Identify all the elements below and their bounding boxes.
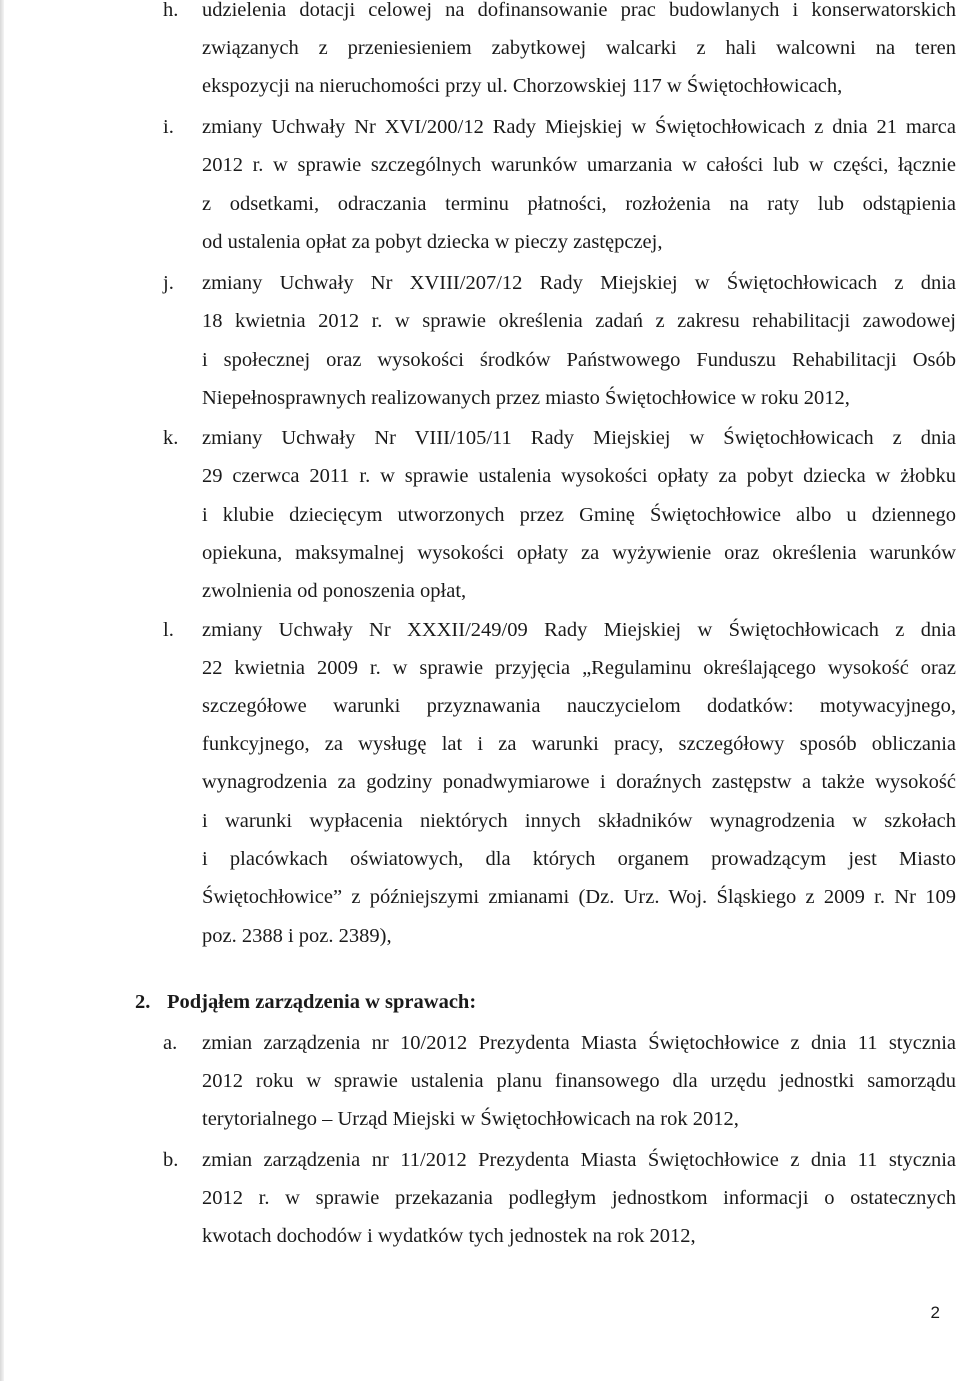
item-line: zmiany Uchwały Nr XVIII/207/12 Rady Miejskiej w Świętochłowicach z dnia (202, 272, 956, 294)
list-marker: l. (163, 619, 174, 641)
item-line: opiekuna, maksymalnej wysokości opłaty za wyżywienie oraz określenia warunków (202, 542, 956, 564)
item-line: 18 kwietnia 2012 r. w sprawie określenia zadań z zakresu rehabilitacji zawodowej (202, 310, 956, 332)
list-marker: j. (163, 272, 174, 294)
item-line: 2012 r. w sprawie przekazania podległym jednostkom informacji o ostatecznych (202, 1187, 956, 1209)
list-marker: b. (163, 1149, 179, 1171)
item-line: szczegółowe warunki przyznawania nauczycielom dodatków: motywacyjnego, (202, 695, 956, 717)
section-number: 2. (135, 991, 151, 1013)
item-line: udzielenia dotacji celowej na dofinansowanie prac budowlanych i konserwatorskich (202, 0, 956, 21)
page-number: 2 (930, 1303, 940, 1322)
list-marker: a. (163, 1032, 178, 1054)
item-line: i klubie dziecięcym utworzonych przez Gminę Świętochłowice albo u dziennego (202, 504, 956, 526)
item-line: terytorialnego – Urząd Miejski w Świętochłowicach na rok 2012, (202, 1108, 739, 1130)
item-line: od ustalenia opłat za pobyt dziecka w pieczy zastępczej, (202, 231, 663, 253)
item-line: i warunki wypłacenia niektórych innych składników wynagrodzenia w szkołach (202, 810, 956, 832)
list-marker: k. (163, 427, 179, 449)
list-marker: h. (163, 0, 179, 21)
item-line: funkcyjnego, za wysługę lat i za warunki pracy, szczegółowy sposób obliczania (202, 733, 956, 755)
item-line: 29 czerwca 2011 r. w sprawie ustalenia wysokości opłaty za pobyt dziecka w żłobku (202, 465, 956, 487)
list-marker: i. (163, 116, 174, 138)
item-line: i społecznej oraz wysokości środków Państwowego Funduszu Rehabilitacji Osób (202, 349, 956, 371)
item-line: i placówkach oświatowych, dla których organem prowadzącym jest Miasto (202, 848, 956, 870)
item-line: Świętochłowice” z późniejszymi zmianami (Dz. Urz. Woj. Śląskiego z 2009 r. Nr 109 (202, 886, 956, 908)
item-line: wynagrodzenia za godziny ponadwymiarowe i doraźnych zastępstw a także wysokość (202, 771, 956, 793)
item-line: zmiany Uchwały Nr XXXII/249/09 Rady Miejskiej w Świętochłowicach z dnia (202, 619, 956, 641)
item-line: zmiany Uchwały Nr VIII/105/11 Rady Miejskiej w Świętochłowicach z dnia (202, 427, 956, 449)
item-line: z odsetkami, odraczania terminu płatności, rozłożenia na raty lub odstąpienia (202, 193, 956, 215)
item-line: 2012 roku w sprawie ustalenia planu finansowego dla urzędu jednostki samorządu (202, 1070, 956, 1092)
item-line: zmian zarządzenia nr 10/2012 Prezydenta Miasta Świętochłowice z dnia 11 stycznia (202, 1032, 956, 1054)
item-line: zwolnienia od ponoszenia opłat, (202, 580, 467, 602)
section-heading (135, 983, 935, 1022)
item-line: kwotach dochodów i wydatków tych jednostek na rok 2012, (202, 1225, 696, 1247)
item-line: Niepełnosprawnych realizowanych przez miasto Świętochłowice w roku 2012, (202, 387, 850, 409)
item-line: zmiany Uchwały Nr XVI/200/12 Rady Miejskiej w Świętochłowicach z dnia 21 marca (202, 116, 956, 138)
item-line: zmian zarządzenia nr 11/2012 Prezydenta Miasta Świętochłowice z dnia 11 stycznia (202, 1149, 956, 1171)
section-title: Podjąłem zarządzenia w sprawach: (167, 991, 477, 1013)
item-line: 2012 r. w sprawie szczególnych warunków umarzania w całości lub w części, łącznie (202, 154, 956, 176)
item-line: ekspozycji na nieruchomości przy ul. Chorzowskiej 117 w Świętochłowicach, (202, 75, 843, 97)
item-line: związanych z przeniesieniem zabytkowej walcarki z hali walcowni na teren (202, 37, 956, 59)
item-line: 22 kwietnia 2009 r. w sprawie przyjęcia „Regulaminu określającego wysokość oraz (202, 657, 956, 679)
item-line: poz. 2388 i poz. 2389), (202, 925, 392, 947)
